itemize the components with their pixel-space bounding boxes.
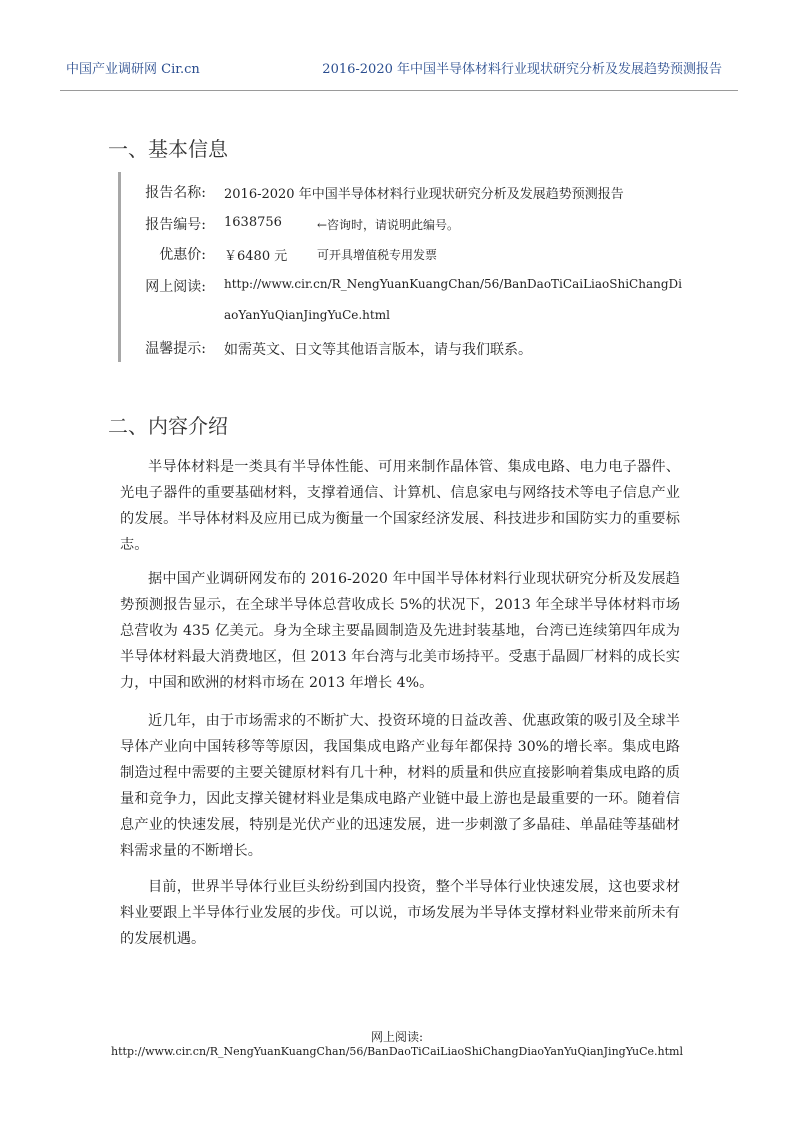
price-label: 优惠价:	[159, 247, 206, 263]
report-code-value: 1638756	[224, 215, 282, 230]
footer-read-link[interactable]: http://www.cir.cn/R_NengYuanKuangChan/56/BanDaoTiCaiLiaoShiChangDiaoYanYuQianJingYuCe.html	[111, 1045, 683, 1058]
section-title-content-intro: 二、内容介绍	[108, 414, 228, 438]
intro-paragraph-3: 近几年，由于市场需求的不断扩大、投资环境的日益改善、优惠政策的吸引及全球半导体产业向中国转移等等原因，我国集成电路产业每年都保持 30%的增长率。集成电路制造过程中需要的主要关键原材料有几十种，材料的质量和供应直接影响着集成电路的质量和竞争力，因此支撑关键材料业是集成电路产业链中最上游也是最重要的一环。随着信息产业的快速发展，特别是光伏产业的迅速发展，进一步刺激了多晶硅、单晶硅等基础材料需求量的不断增长。	[120, 713, 680, 859]
price-note: 可开具增值税专用发票	[317, 248, 438, 262]
intro-paragraph-1: 半导体材料是一类具有半导体性能、可用来制作晶体管、集成电路、电力电子器件、光电子器件的重要基础材料，支撑着通信、计算机、信息家电与网络技术等电子信息产业的发展。半导体材料及应用已成为衡量一个国家经济发展、科技进步和国防实力的重要标志。	[120, 459, 680, 553]
intro-paragraph-4: 目前，世界半导体行业巨头纷纷到国内投资，整个半导体行业快速发展，这也要求材料业要跟上半导体行业发展的步伐。可以说，市场发展为半导体支撑材料业带来前所未有的发展机遇。	[120, 879, 680, 947]
tip-value: 如需英文、日文等其他语言版本，请与我们联系。	[224, 342, 532, 358]
header-divider	[60, 90, 738, 91]
report-code-note: ←咨询时，请说明此编号。	[317, 218, 460, 232]
footer-read-label: 网上阅读:	[370, 1030, 424, 1044]
report-name-value: 2016-2020 年中国半导体材料行业现状研究分析及发展趋势预测报告	[224, 187, 624, 202]
section-title-basic-info: 一、基本信息	[108, 137, 228, 161]
header-report-title: 2016-2020 年中国半导体材料行业现状研究分析及发展趋势预测报告	[322, 62, 722, 77]
intro-paragraph-2: 据中国产业调研网发布的 2016-2020 年中国半导体材料行业现状研究分析及发展趋势预测报告显示，在全球半导体总营收成长 5%的状况下，2013 年全球半导体材料市场总营收为 435 亿美元。身为全球主要晶圆制造及先进封装基地，台湾已连续第四年成为半导体材料最大消费地区，但 2013 年台湾与北美市场持平。受惠于晶圆厂材料的成长实力，中国和欧洲的材料市场在 2013 年增长 4%。	[120, 571, 680, 691]
header-site-name: 中国产业调研网 Cir.cn	[66, 62, 200, 77]
report-name-label: 报告名称:	[145, 185, 206, 201]
online-read-link-line1[interactable]: http://www.cir.cn/R_NengYuanKuangChan/56/BanDaoTiCaiLiaoShiChangDi	[224, 277, 682, 291]
online-read-label: 网上阅读:	[145, 279, 206, 295]
online-read-link-line2[interactable]: aoYanYuQianJingYuCe.html	[224, 308, 390, 322]
basic-info-box	[118, 172, 701, 362]
tip-label: 温馨提示:	[145, 341, 206, 357]
report-code-label: 报告编号:	[145, 217, 206, 233]
price-value: ￥6480 元	[224, 249, 288, 264]
